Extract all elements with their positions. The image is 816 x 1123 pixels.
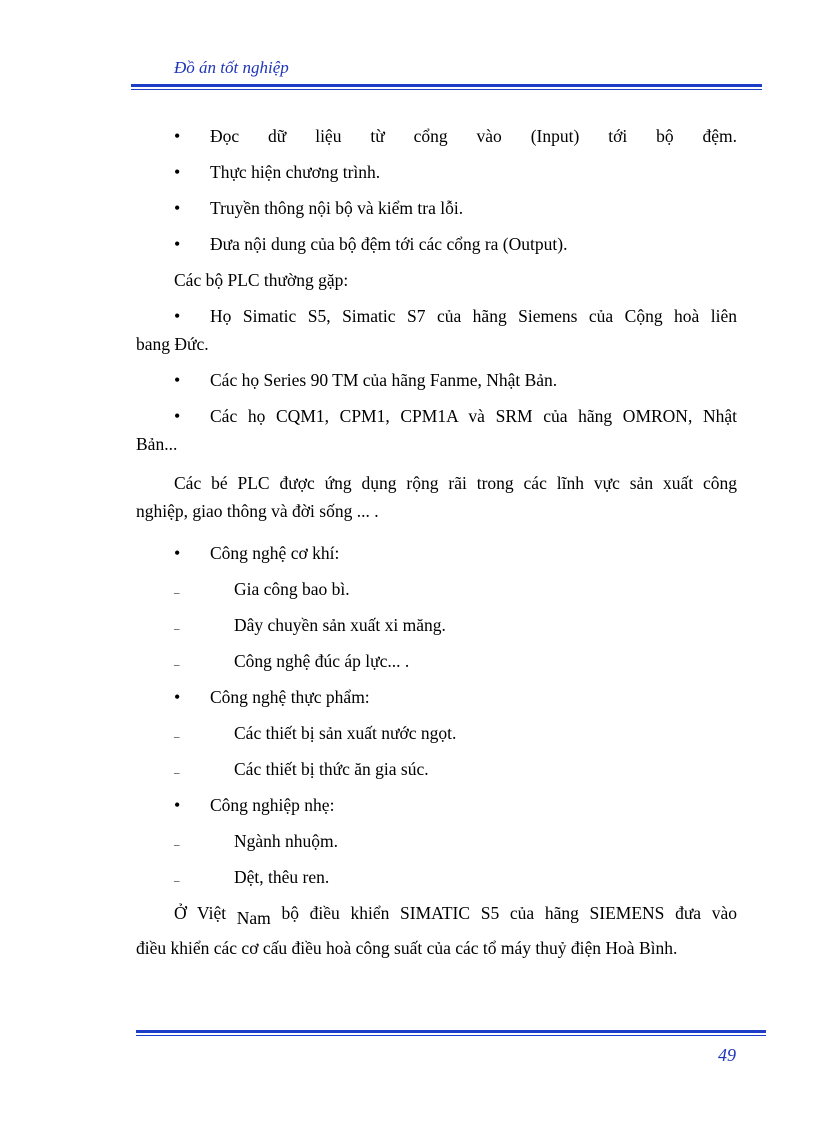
paragraph-fragment: Nam: [236, 908, 271, 928]
document-header-title: Đồ án tốt nghiệp: [174, 58, 289, 77]
paragraph-fragment: Ở Việt: [174, 903, 227, 923]
paragraph-fragment: bộ điều khiển SIMATIC S5 của hãng SIEMENS đưa vào: [281, 903, 738, 923]
list-item: • Công nghệ cơ khí:: [136, 535, 737, 571]
list-item: • Thực hiện chương trình.: [136, 154, 737, 190]
list-item-continuation: bang Đức.: [136, 334, 209, 354]
list-item: • Đưa nội dung của bộ đệm tới các cổng ra (Output).: [136, 226, 737, 262]
sub-list-item: – Gia công bao bì.: [136, 571, 737, 607]
page-number: 49: [718, 1045, 736, 1065]
sub-list-item: – Dây chuyền sản xuất xi măng.: [136, 607, 737, 643]
paragraph-continuation: điều khiển các cơ cấu điều hoà công suất của các tổ máy thuỷ điện Hoà Bình.: [136, 938, 678, 958]
sub-list-item: – Công nghệ đúc áp lực... .: [136, 643, 737, 679]
list-item-continuation: Bản...: [136, 434, 178, 454]
sub-list-item: – Các thiết bị thức ăn gia súc.: [136, 751, 737, 787]
page-body: [136, 118, 737, 966]
list-item: • Công nghiệp nhẹ:: [136, 787, 737, 823]
list-item: • Đọc dữ liệu từ cổng vào (Input) tới bộ đệm.: [136, 118, 737, 154]
sub-list-item: – Các thiết bị sản xuất nước ngọt.: [136, 715, 737, 751]
paragraph: Các bộ PLC thường gặp:: [174, 270, 349, 290]
header-rule: [131, 84, 762, 90]
footer-rule: [136, 1030, 766, 1036]
list-item: • Truyền thông nội bộ và kiểm tra lỗi.: [136, 190, 737, 226]
sub-list-item: – Dệt, thêu ren.: [136, 859, 737, 895]
list-item: • Công nghệ thực phẩm:: [136, 679, 737, 715]
list-item: • Các họ Series 90 TM của hãng Fanme, Nhật Bản.: [136, 362, 737, 398]
paragraph: Các bé PLC được ứng dụng rộng rãi trong các lĩnh vực sản xuất công: [174, 473, 737, 493]
paragraph-continuation: nghiệp, giao thông và đời sống ... .: [136, 501, 379, 521]
list-item: • Các họ CQM1, CPM1, CPM1A và SRM của hãng OMRON, Nhật: [136, 398, 737, 434]
sub-list-item: – Ngành nhuộm.: [136, 823, 737, 859]
list-item: • Họ Simatic S5, Simatic S7 của hãng Siemens của Cộng hoà liên: [136, 298, 737, 334]
